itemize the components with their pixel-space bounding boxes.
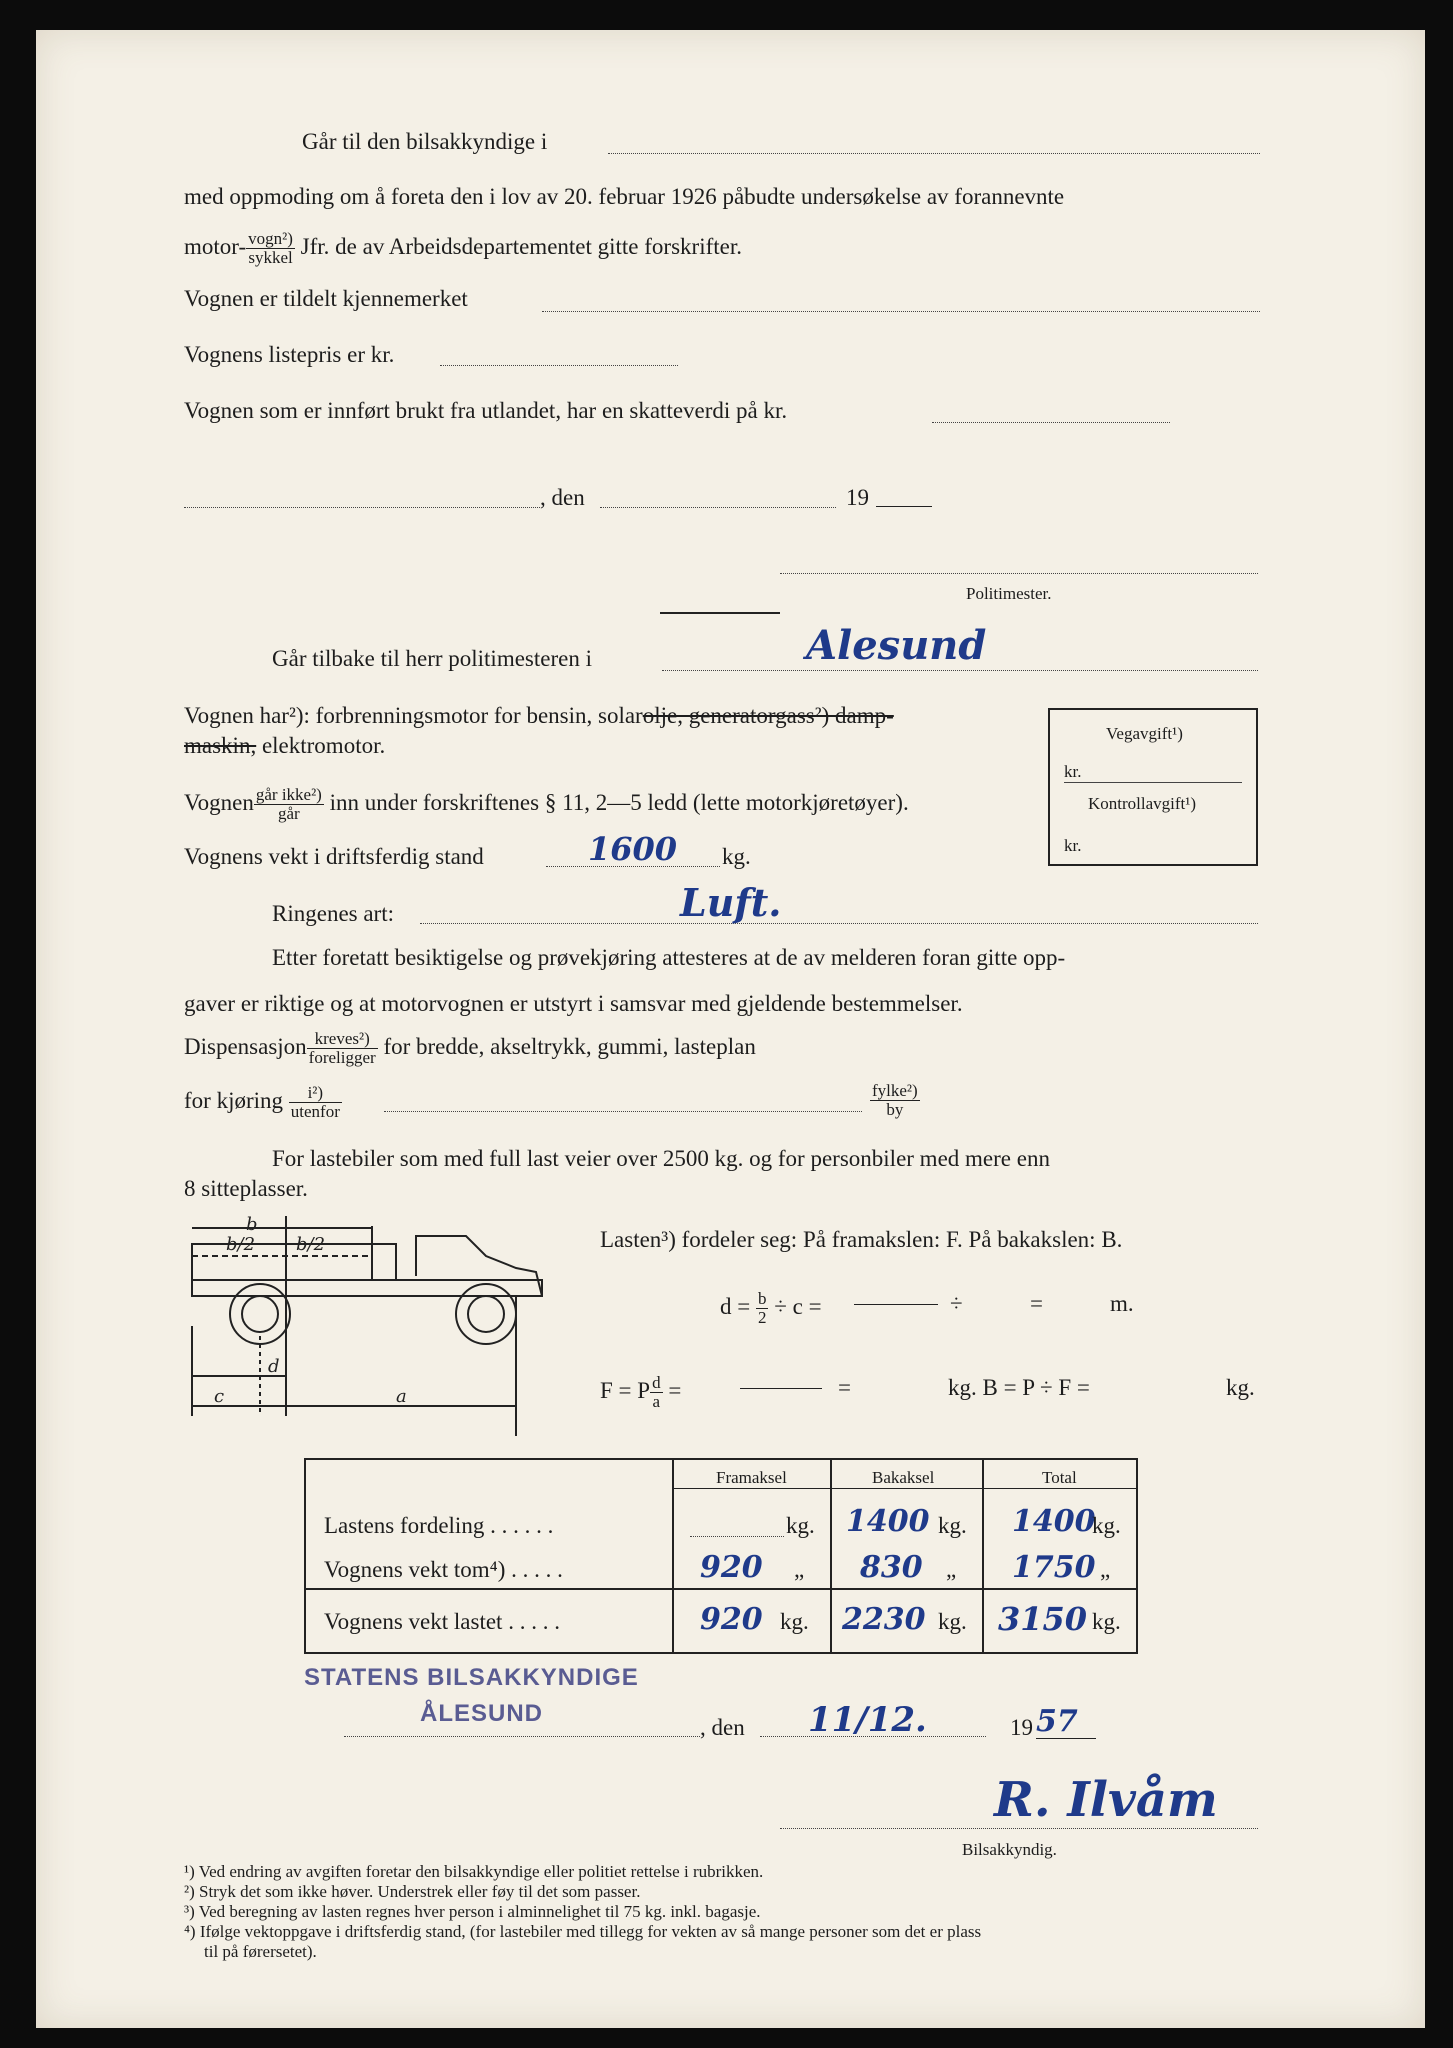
engine-line-2	[184, 732, 385, 760]
vegavgift-kr: kr.	[1064, 762, 1082, 781]
formula-f-kg: kg. B = P ÷ F =	[948, 1375, 1090, 1400]
trucks-line-1: For lastebiler som med full last veier over 2500 kg. og for personbiler med mere enn	[272, 1146, 1050, 1171]
header-framaksel: Framaksel	[716, 1468, 787, 1487]
row-load-total-value: 1400	[1012, 1504, 1096, 1539]
front-wheel-outline	[230, 1284, 290, 1344]
stamp-line-1: STATENS BILSAKKYNDIGE	[304, 1664, 639, 1691]
disp-text: for bredde, akseltrykk, gummi, lasteplan	[383, 1033, 756, 1059]
drive-fraction	[289, 1084, 342, 1121]
formula-d-left: d =	[720, 1293, 751, 1319]
fylke-frac-num: fylke²)	[872, 1081, 918, 1100]
formula-f-kg2: kg.	[1226, 1375, 1255, 1400]
formula-d	[720, 1290, 822, 1327]
row-empty-bak-value: 830	[860, 1550, 923, 1585]
row-load-bak-unit: kg.	[938, 1513, 967, 1538]
police-signature-field[interactable]	[780, 573, 1258, 574]
fee-box	[1048, 708, 1258, 866]
formula-d-den: 2	[757, 1308, 767, 1327]
inspector-role: Bilsakkyndig.	[962, 1840, 1057, 1859]
row-loaded-fram-value: 920	[700, 1602, 763, 1637]
weight-label: Vognens vekt i driftsferdig stand	[184, 844, 484, 869]
vognen-word: Vognen	[184, 789, 254, 815]
formula-f-num: d	[652, 1373, 661, 1392]
attest-line-1: Etter foretatt besiktigelse og prøvekjøring attesteres at de av melderen foran gitte opp-	[272, 945, 1066, 970]
engine-text-a: Vognen har²): forbrenningsmotor for bensin, solar	[184, 703, 643, 728]
formula-f-eq2: =	[838, 1375, 851, 1400]
truck-cab	[416, 1236, 542, 1296]
weight-table	[304, 1458, 1138, 1654]
fylke-frac-den: by	[886, 1100, 904, 1119]
goes-to-label: Går til den bilsakkyndige i	[302, 129, 548, 154]
gar-frac-num: går ikke²)	[255, 785, 322, 804]
kontrollavgift-kr: kr.	[1064, 836, 1082, 855]
footnote-1: ¹) Ved endring av avgiften foretar den bilsakkyndige eller politiet rettelse i rubrikken.	[184, 1862, 764, 1881]
header-total: Total	[1042, 1468, 1077, 1487]
formula-f-eq: =	[668, 1377, 682, 1403]
rule-text: inn under forskriftenes § 11, 2—5 ledd (lette motorkjøretøyer).	[329, 789, 909, 815]
row-load-label: Lastens fordeling . . . . . .	[324, 1513, 554, 1538]
formula-d-num: b	[757, 1289, 767, 1308]
diagram-label-b: b	[246, 1216, 258, 1235]
vegavgift-field[interactable]	[1064, 782, 1242, 783]
imported-label: Vognen som er innført brukt fra utlandet, har en skatteverdi på kr.	[184, 398, 788, 423]
formula-d-right: ÷ c =	[774, 1293, 822, 1319]
row-loaded-bak-unit: kg.	[938, 1609, 967, 1634]
vegavgift-label: Vegavgift¹)	[1106, 724, 1183, 743]
diagram-label-c: c	[214, 1386, 225, 1407]
row-load-fram-unit: kg.	[786, 1513, 815, 1538]
reg-mark-field[interactable]	[542, 311, 1260, 312]
row-load-fram-field[interactable]	[690, 1536, 784, 1537]
row-empty-total-unit: „	[1100, 1557, 1111, 1582]
attest-line-2: gaver er riktige og at motorvognen er utstyrt i samsvar med gjeldende bestemmelser.	[184, 991, 963, 1016]
tires-field[interactable]	[420, 923, 1258, 924]
drive-line	[184, 1084, 342, 1121]
stamp-line-2: ÅLESUND	[420, 1700, 544, 1727]
motor-frac-den: sykkel	[248, 248, 293, 267]
motor-fraction	[246, 230, 295, 267]
engine-text-struck: olje, generatorgass²) damp-	[642, 703, 894, 728]
inspector-signature: R. Ilvåm	[994, 1772, 1218, 1828]
drive-frac-den: utenfor	[290, 1102, 340, 1121]
weight-unit: kg.	[722, 844, 751, 869]
dispensation-line	[184, 1030, 756, 1067]
formula-f-fraction	[650, 1374, 663, 1411]
gar-fraction	[254, 786, 324, 823]
row-empty-label: Vognens vekt tom⁴) . . . . .	[324, 1557, 563, 1582]
returns-to-field[interactable]	[662, 670, 1258, 671]
motor-frac-num: vogn²)	[248, 229, 293, 248]
tires-label: Ringenes art:	[272, 901, 394, 926]
weight-handwritten: 1600	[588, 830, 678, 868]
tires-handwritten: Luft.	[680, 880, 782, 925]
footnote-2: ²) Stryk det som ikke høver. Understrek eller føy til det som passer.	[184, 1882, 641, 1901]
drive-field[interactable]	[384, 1111, 862, 1112]
engine-text-struck-2: maskin,	[184, 733, 257, 758]
formula-f-den: a	[652, 1392, 661, 1411]
disp-frac-num: kreves²)	[307, 1030, 378, 1049]
row-load-bak-value: 1400	[846, 1504, 930, 1539]
disp-fraction	[307, 1030, 378, 1067]
section-divider	[660, 612, 780, 614]
request-line: med oppmoding om å foreta den i lov av 20. februar 1926 påbudte undersøkelse av forannevnte	[184, 184, 1065, 209]
footnote-3: ³) Ved beregning av lasten regnes hver person i alminnelighet til 75 kg. inkl. bagasje.	[184, 1902, 761, 1921]
returns-to-label: Går tilbake til herr politimesteren i	[272, 646, 592, 671]
year-field[interactable]	[876, 506, 932, 507]
sig-date-handwritten: 11/12.	[808, 1700, 927, 1740]
disp-frac-den: foreligger	[308, 1048, 376, 1067]
sig-year-handwritten: 57	[1036, 1704, 1078, 1739]
list-price-field[interactable]	[440, 365, 678, 366]
formula-eq: =	[1030, 1291, 1043, 1316]
row-load-total-unit: kg.	[1092, 1513, 1121, 1538]
row-empty-total-value: 1750	[1012, 1550, 1096, 1585]
sig-year-prefix: 19	[1010, 1715, 1033, 1740]
truck-cargo-bed	[192, 1244, 372, 1280]
inspector-signature-field[interactable]	[780, 1828, 1258, 1829]
sig-year-field[interactable]	[1036, 1738, 1096, 1739]
drive-label: for kjøring	[184, 1087, 284, 1113]
diagram-label-d: d	[268, 1356, 280, 1377]
formula-f	[600, 1374, 681, 1411]
row-loaded-total-unit: kg.	[1092, 1609, 1121, 1634]
city-handwritten: Alesund	[806, 622, 987, 669]
truck-diagram	[186, 1216, 560, 1446]
formula-f-left: F = P	[600, 1377, 651, 1403]
fylke-fraction	[870, 1082, 920, 1119]
diagram-label-b-half-1: b/2	[226, 1234, 256, 1255]
engine-text-b: elektromotor.	[261, 733, 386, 758]
row-loaded-total-value: 3150	[998, 1600, 1088, 1638]
light-vehicle-line	[184, 786, 909, 823]
place-signature-field[interactable]	[344, 1736, 700, 1737]
date-den-label: , den	[540, 485, 585, 510]
header-bakaksel: Bakaksel	[872, 1468, 935, 1487]
sig-den-label: , den	[700, 1715, 745, 1740]
footnote-4-cont: til på førersetet).	[204, 1942, 317, 1961]
disp-label: Dispensasjon	[184, 1033, 307, 1059]
police-chief-label: Politimester.	[966, 584, 1052, 603]
trucks-line-2: 8 sitteplasser.	[184, 1176, 308, 1201]
row-empty-bak-unit: „	[946, 1557, 957, 1582]
gar-frac-den: går	[277, 804, 300, 823]
fylke-line	[870, 1082, 920, 1119]
formula-d-fraction	[756, 1290, 769, 1327]
motor-prefix: motor-	[184, 233, 247, 259]
list-price-label: Vognens listepris er kr.	[184, 342, 395, 367]
date-field[interactable]	[600, 507, 836, 508]
row-empty-fram-value: 920	[700, 1550, 763, 1585]
load-distribution-line: Lasten³) fordeler seg: På framakslen: F. På bakakslen: B.	[600, 1227, 1123, 1252]
drive-frac-num: i²)	[289, 1084, 342, 1103]
reg-mark-label: Vognen er tildelt kjennemerket	[184, 286, 468, 311]
place-field[interactable]	[184, 507, 540, 508]
footnote-4: ⁴) Ifølge vektoppgave i driftsferdig stand, (for lastebiler med tillegg for vekten av så mange personer som det er plass	[184, 1922, 982, 1941]
year-prefix: 19	[846, 485, 869, 510]
diagram-label-a: a	[396, 1386, 407, 1407]
formula-d-blank-1[interactable]	[854, 1304, 938, 1305]
formula-m: m.	[1110, 1291, 1134, 1316]
row-loaded-bak-value: 2230	[842, 1602, 926, 1637]
diagram-label-b-half-2: b/2	[296, 1234, 326, 1255]
row-loaded-fram-unit: kg.	[780, 1609, 809, 1634]
table-total-line	[306, 1588, 1136, 1590]
motor-suffix: Jfr. de av Arbeidsdepartementet gitte forskrifter.	[300, 233, 742, 259]
formula-div: ÷	[950, 1291, 963, 1316]
engine-line-1	[184, 702, 894, 730]
goes-to-field[interactable]	[608, 153, 1260, 154]
motor-line	[184, 230, 742, 267]
formula-f-blank[interactable]	[740, 1388, 822, 1389]
rear-wheel-outline	[456, 1284, 516, 1344]
imported-field[interactable]	[932, 422, 1170, 423]
row-loaded-label: Vognens vekt lastet . . . . .	[324, 1609, 560, 1634]
kontrollavgift-label: Kontrollavgift¹)	[1088, 794, 1197, 813]
row-empty-fram-unit: „	[794, 1557, 805, 1582]
